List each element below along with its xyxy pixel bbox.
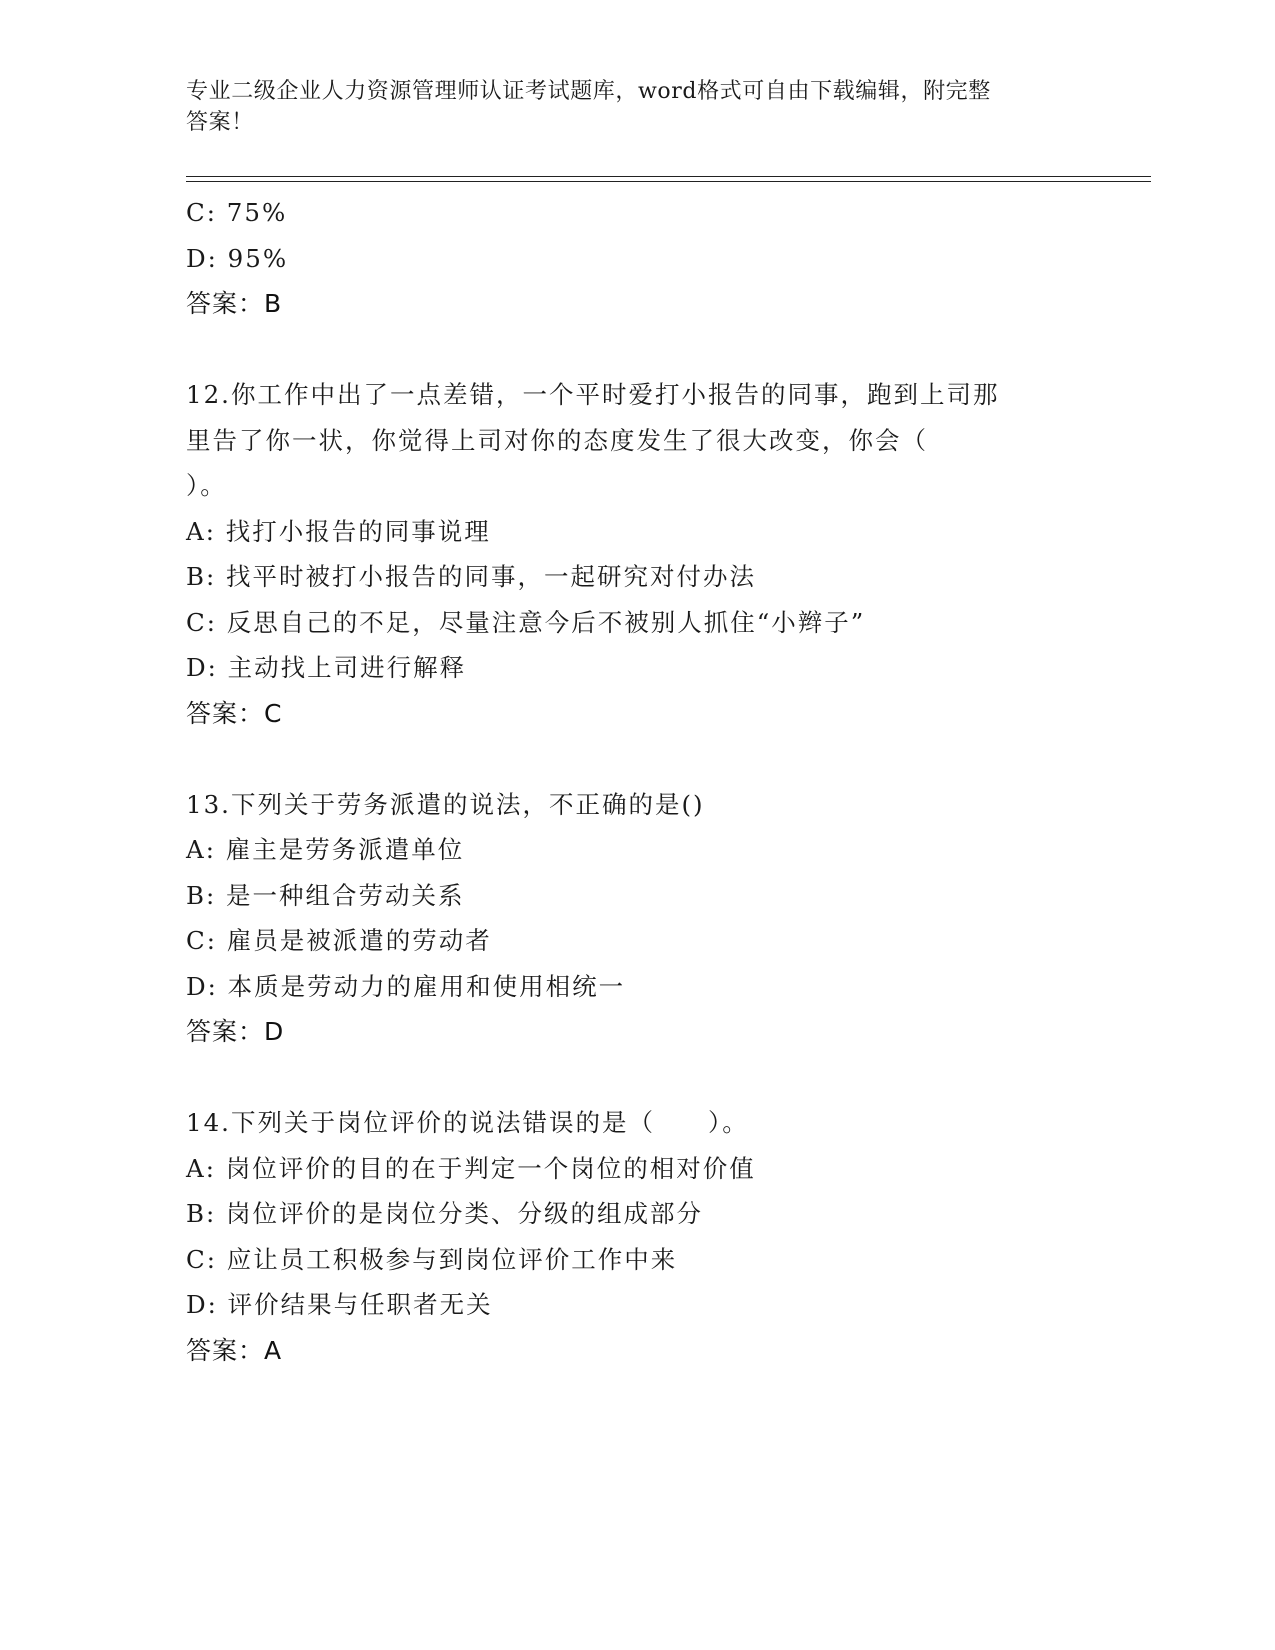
question-block-14 [186,1100,1146,1373]
question-list [186,190,1146,1373]
option-c: C: 反思自己的不足，尽量注意今后不被别人抓住“小辫子” [186,607,866,637]
option-b: B: 找平时被打小报告的同事，一起研究对付办法 [186,562,757,591]
question-stem-line: 里告了你一状，你觉得上司对你的态度发生了很大改变，你会（ [186,425,928,455]
option-c: C: 雇员是被派遣的劳动者 [186,926,492,955]
option-c: C: 75% [186,198,288,227]
question-block-12 [186,372,1146,736]
header-divider-top [186,176,1151,177]
option-a: A: 雇主是劳务派遣单位 [186,835,465,864]
option-d: D: 评价结果与任职者无关 [186,1290,493,1319]
option-b: B: 是一种组合劳动关系 [186,880,465,910]
header-divider-bottom [186,181,1151,182]
option-b: B: 岗位评价的是岗位分类、分级的组成部分 [186,1199,704,1228]
option-d: D: 95% [186,243,289,273]
option-a: A: 找打小报告的同事说理 [186,516,491,546]
option-a: A: 岗位评价的目的在于判定一个岗位的相对价值 [186,1153,756,1183]
spacer [186,327,1146,373]
answer-line: 答案：C [186,698,283,728]
spacer [186,1055,1146,1101]
header-line-2: 答案！ [186,110,254,135]
option-d: D: 主动找上司进行解释 [186,653,467,682]
page-header [186,76,1086,138]
question-stem-line: 14.下列关于岗位评价的说法错误的是（ ）。 [186,1108,749,1137]
question-stem-line: 12.你工作中出了一点差错，一个平时爱打小报告的同事，跑到上司那 [186,380,1000,409]
question-stem-line: ）。 [186,471,227,500]
answer-line: 答案：A [186,1335,283,1365]
option-c: C: 应让员工积极参与到岗位评价工作中来 [186,1244,678,1274]
question-block-11 [186,190,1146,327]
question-stem-line: 13.下列关于劳务派遣的说法，不正确的是() [186,789,705,819]
header-line-1: 专业二级企业人力资源管理师认证考试题库，word格式可自由下载编辑，附完整 [186,79,991,104]
answer-line: 答案：B [186,289,283,318]
spacer [186,736,1146,782]
answer-line: 答案：D [186,1017,285,1046]
question-block-13 [186,782,1146,1055]
option-d: D: 本质是劳动力的雇用和使用相统一 [186,971,626,1001]
